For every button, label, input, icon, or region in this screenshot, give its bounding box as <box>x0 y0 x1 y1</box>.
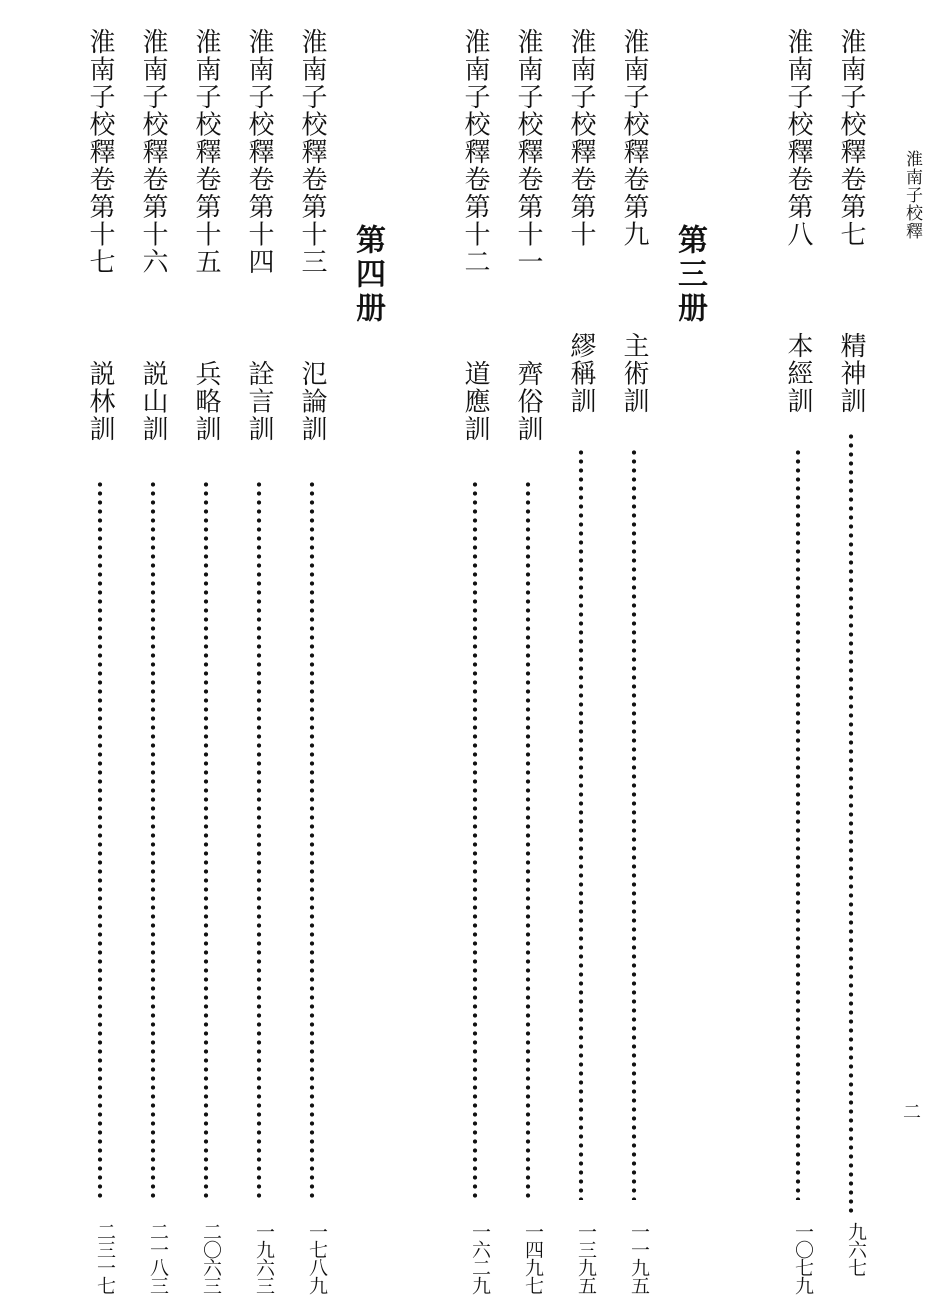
toc-title: 説林訓 <box>85 360 115 443</box>
leader-dots <box>150 480 156 1200</box>
toc-entry[interactable] <box>508 0 548 1315</box>
toc-title: 齊俗訓 <box>513 360 543 443</box>
toc-volume: 淮南子校釋卷第十四 <box>244 28 274 276</box>
toc-volume: 淮南子校釋卷第十三 <box>297 28 327 276</box>
leader-dots <box>631 448 637 1200</box>
toc-volume: 淮南子校釋卷第九 <box>619 28 649 248</box>
toc-title: 詮言訓 <box>244 360 274 443</box>
toc-page: 一一九五 <box>628 1222 650 1294</box>
toc-entry[interactable] <box>455 0 495 1315</box>
toc-title: 道應訓 <box>460 360 490 443</box>
leader-dots <box>97 480 103 1200</box>
toc-volume: 淮南子校釋卷第十六 <box>138 28 168 276</box>
toc-page: 二〇六三 <box>200 1222 222 1294</box>
toc-page: 二一八三 <box>147 1222 169 1294</box>
toc-page: 一三九五 <box>575 1222 597 1294</box>
toc-entry[interactable] <box>133 0 173 1315</box>
toc-page: 九六七 <box>845 1222 867 1276</box>
toc-entry[interactable] <box>186 0 226 1315</box>
leader-dots <box>256 480 262 1200</box>
toc-volume: 淮南子校釋卷第十 <box>566 28 596 248</box>
section-heading-volume-3: 第三册 <box>672 224 707 326</box>
leader-dots <box>795 448 801 1200</box>
leader-dots <box>309 480 315 1200</box>
toc-title: 本經訓 <box>783 332 813 415</box>
running-head: 淮南子校釋 <box>902 150 922 240</box>
leader-dots <box>525 480 531 1200</box>
leader-dots <box>203 480 209 1200</box>
toc-title: 説山訓 <box>138 360 168 443</box>
toc-title: 精神訓 <box>836 332 866 415</box>
toc-entry[interactable] <box>561 0 601 1315</box>
toc-title: 繆稱訓 <box>566 332 596 415</box>
page-number: 二 <box>903 1102 921 1123</box>
toc-entry[interactable] <box>239 0 279 1315</box>
toc-entry[interactable] <box>80 0 120 1315</box>
toc-entry[interactable] <box>778 0 818 1315</box>
toc-title: 氾論訓 <box>297 360 327 443</box>
toc-entry[interactable] <box>831 0 871 1315</box>
toc-entry[interactable] <box>614 0 654 1315</box>
toc-page: 一四九七 <box>522 1222 544 1294</box>
toc-volume: 淮南子校釋卷第十一 <box>513 28 543 276</box>
toc-volume: 淮南子校釋卷第十五 <box>191 28 221 276</box>
toc-page: 一七八九 <box>306 1222 328 1294</box>
toc-volume: 淮南子校釋卷第七 <box>836 28 866 248</box>
toc-page: 一九六三 <box>253 1222 275 1294</box>
toc-volume: 淮南子校釋卷第十七 <box>85 28 115 276</box>
leader-dots <box>848 432 854 1216</box>
leader-dots <box>578 448 584 1200</box>
toc-page: 二三一七 <box>94 1222 116 1294</box>
section-heading-volume-4: 第四册 <box>350 224 385 326</box>
toc-entry[interactable] <box>292 0 332 1315</box>
toc-volume: 淮南子校釋卷第十二 <box>460 28 490 276</box>
toc-volume: 淮南子校釋卷第八 <box>783 28 813 248</box>
toc-page: 一〇七九 <box>792 1222 814 1294</box>
toc-page: 一六二九 <box>469 1222 491 1294</box>
toc-title: 主術訓 <box>619 332 649 415</box>
leader-dots <box>472 480 478 1200</box>
toc-title: 兵略訓 <box>191 360 221 443</box>
